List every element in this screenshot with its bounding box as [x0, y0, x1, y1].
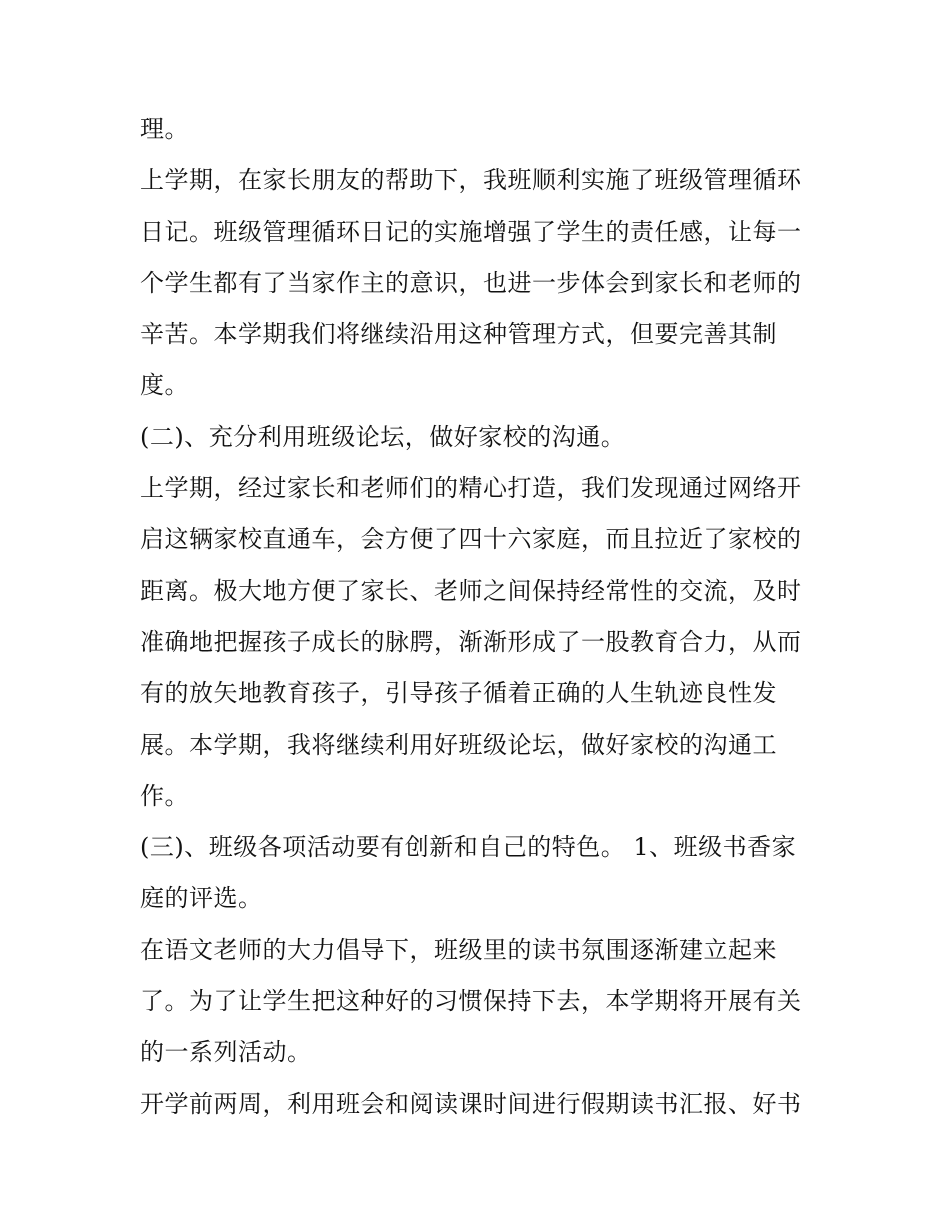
text-line: 个学生都有了当家作主的意识，也进一步体会到家长和老师的	[140, 268, 802, 297]
text-line: 庭的评选。	[140, 884, 263, 913]
text-line: 度。	[140, 371, 189, 400]
text-line: 准确地把握孩子成长的脉腭，渐渐形成了一股教育合力，从而	[140, 627, 802, 656]
text-line: 启这辆家校直通车，会方便了四十六家庭，而且拉近了家校的	[140, 525, 802, 554]
text-line: 上学期，经过家长和老师们的精心打造，我们发现通过网络开	[140, 474, 802, 503]
text-line: 了。为了让学生把这种好的习惯保持下去，本学期将开展有关	[140, 987, 802, 1016]
text-line: 辛苦。本学期我们将继续沿用这种管理方式，但要完善其制	[140, 320, 777, 349]
section-heading: (三)、班级各项活动要有创新和自己的特色。 1、班级书香家	[140, 833, 797, 862]
text-line: 日记。班级管理循环日记的实施增强了学生的责任感，让每一	[140, 217, 802, 246]
text-line: 在语文老师的大力倡导下，班级里的读书氛围逐渐建立起来	[140, 935, 777, 964]
section-heading: (二)、充分利用班级论坛，做好家校的沟通。	[140, 422, 626, 451]
text-line: 展。本学期，我将继续利用好班级论坛，做好家校的沟通工	[140, 730, 777, 759]
text-line: 距离。极大地方便了家长、老师之间保持经常性的交流，及时	[140, 576, 802, 605]
text-line: 作。	[140, 781, 189, 810]
text-line: 的一系列活动。	[140, 1038, 312, 1067]
text-line: 上学期，在家长朋友的帮助下，我班顺利实施了班级管理循环	[140, 166, 802, 195]
document-body	[140, 104, 815, 1130]
text-line: 开学前两周，利用班会和阅读课时间进行假期读书汇报、好书	[140, 1089, 802, 1118]
text-line: 理。	[140, 115, 189, 143]
text-line: 有的放矢地教育孩子，引导孩子循着正确的人生轨迹良性发	[140, 679, 777, 708]
